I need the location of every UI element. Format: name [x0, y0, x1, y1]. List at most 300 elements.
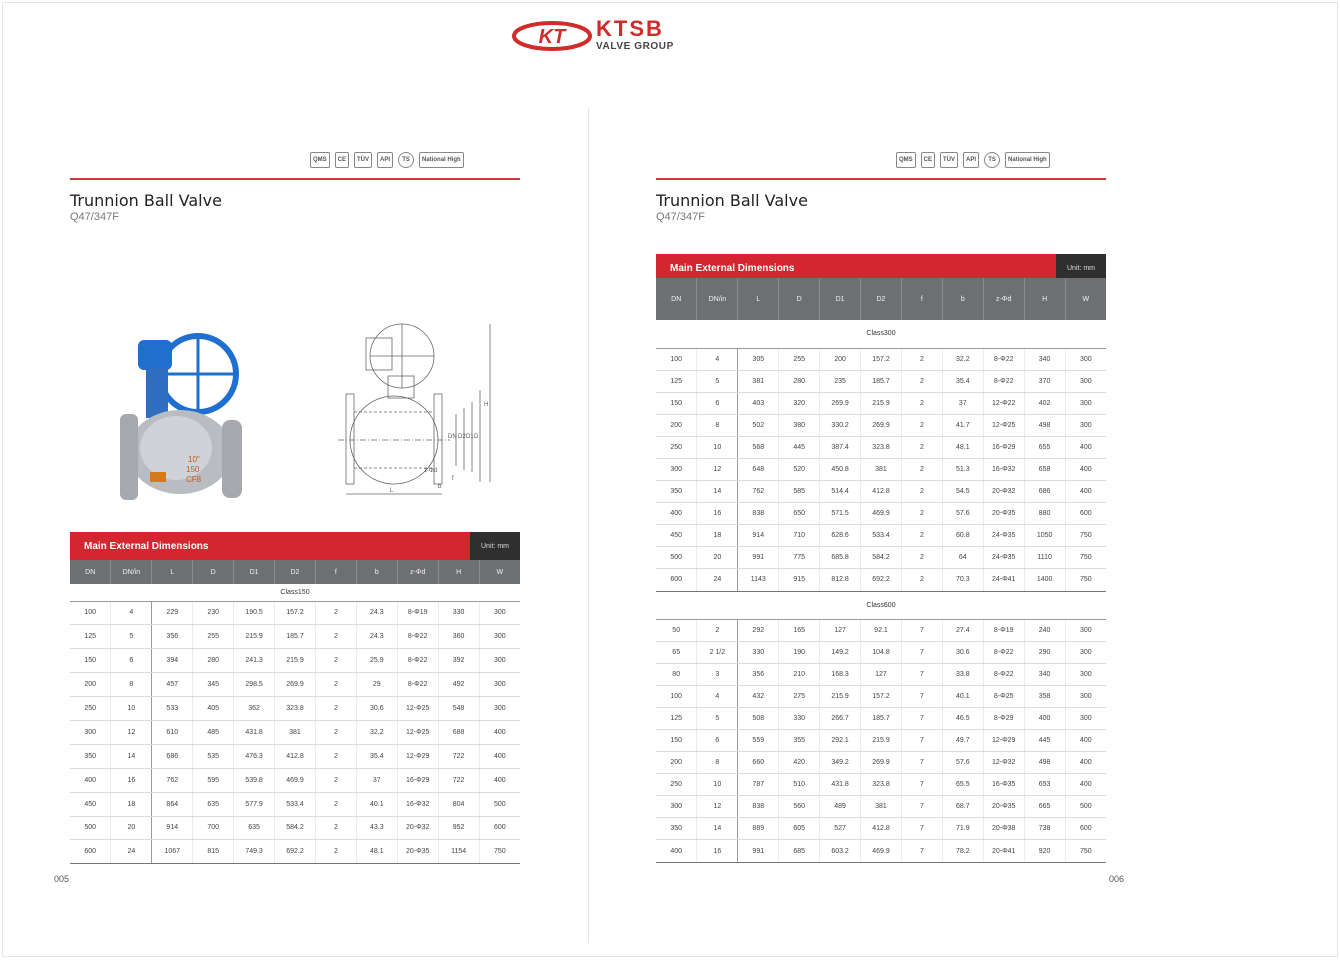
table-cell: 653	[1024, 774, 1065, 796]
table-cell: 400	[479, 744, 520, 768]
table-cell: 445	[1024, 730, 1065, 752]
certification-logos	[896, 148, 1050, 172]
table-cell: 510	[779, 774, 820, 796]
table-cell: 750	[1065, 525, 1106, 547]
table-cell: 400	[1065, 436, 1106, 458]
dimensions-table	[70, 560, 520, 864]
table-cell: 520	[779, 458, 820, 480]
table-cell: 370	[1024, 370, 1065, 392]
ktsb-logo-icon	[512, 14, 592, 58]
table-cell: 7	[901, 774, 942, 796]
valve-size-marking: 10"	[188, 455, 200, 464]
column-header: f	[315, 560, 356, 584]
table-cell: 8-Φ29	[983, 707, 1024, 729]
table-cell: 340	[1024, 348, 1065, 370]
table-cell: 7	[901, 796, 942, 818]
table-cell: 24-Φ41	[983, 569, 1024, 591]
table-cell: 750	[1065, 840, 1106, 862]
table-cell: 585	[779, 481, 820, 503]
table-cell: 595	[193, 768, 234, 792]
table-cell: 230	[193, 601, 234, 625]
table-cell: 269.9	[820, 392, 861, 414]
table-cell: 8-Φ22	[397, 625, 438, 649]
table-cell: 14	[111, 744, 152, 768]
table-cell: 51.3	[942, 458, 983, 480]
table-cell: 235	[820, 370, 861, 392]
table-cell: 688	[438, 720, 479, 744]
table-row	[656, 685, 1106, 707]
table-cell: 381	[738, 370, 779, 392]
table-cell: 889	[738, 818, 779, 840]
table-cell: 200	[820, 348, 861, 370]
table-cell: 431.8	[234, 720, 275, 744]
table-cell: 815	[193, 840, 234, 864]
table-row	[70, 601, 520, 625]
table-cell: 3	[697, 663, 738, 685]
table-cell: 2	[901, 392, 942, 414]
table-cell: 2	[901, 547, 942, 569]
table-cell: 738	[1024, 818, 1065, 840]
table-cell: 2	[901, 569, 942, 591]
table-cell: 300	[656, 458, 697, 480]
table-row	[656, 619, 1106, 641]
table-cell: 215.9	[861, 392, 902, 414]
table-cell: 787	[738, 774, 779, 796]
pressure-class-row	[656, 320, 1106, 348]
table-cell: 8-Φ19	[983, 619, 1024, 641]
table-cell: 387.4	[820, 436, 861, 458]
table-cell: 24.3	[356, 625, 397, 649]
table-cell: 8-Φ19	[397, 601, 438, 625]
certification-logos	[310, 148, 464, 172]
tuv-cert-icon: TÜV	[940, 152, 958, 168]
table-cell: 469.9	[861, 503, 902, 525]
table-cell: 533.4	[275, 792, 316, 816]
table-cell: 215.9	[820, 685, 861, 707]
table-cell: 560	[779, 796, 820, 818]
table-cell: 80	[656, 663, 697, 685]
table-cell: 298.5	[234, 673, 275, 697]
table-cell: 400	[1024, 707, 1065, 729]
table-cell: 492	[438, 673, 479, 697]
table-cell: 5	[111, 625, 152, 649]
table-cell: 20-Φ38	[983, 818, 1024, 840]
table-cell: 559	[738, 730, 779, 752]
table-cell: 610	[152, 720, 193, 744]
table-cell: 502	[738, 414, 779, 436]
table-cell: 1400	[1024, 569, 1065, 591]
table-cell: 16-Φ29	[397, 768, 438, 792]
table-cell: 403	[738, 392, 779, 414]
table-cell: 920	[1024, 840, 1065, 862]
table-cell: 255	[779, 348, 820, 370]
table-cell: 692.2	[861, 569, 902, 591]
table-cell: 355	[779, 730, 820, 752]
table-cell: 8-Φ25	[983, 685, 1024, 707]
table-row	[70, 840, 520, 864]
table-cell: 1154	[438, 840, 479, 864]
table-row	[70, 720, 520, 744]
table-cell: 500	[479, 792, 520, 816]
table-cell: 400	[1065, 458, 1106, 480]
table-row	[656, 348, 1106, 370]
ce-cert-icon: CE	[921, 152, 935, 168]
table-cell: 4	[697, 685, 738, 707]
table-cell: 8-Φ22	[983, 348, 1024, 370]
table-cell: 350	[70, 744, 111, 768]
table-cell: 168.3	[820, 663, 861, 685]
table-cell: 2	[901, 370, 942, 392]
table-cell: 571.5	[820, 503, 861, 525]
column-header: D1	[820, 278, 861, 320]
table-cell: 402	[1024, 392, 1065, 414]
table-cell: 400	[479, 720, 520, 744]
table-cell: 577.9	[234, 792, 275, 816]
table-cell: 12	[697, 796, 738, 818]
column-header: b	[356, 560, 397, 584]
table-cell: 812.8	[820, 569, 861, 591]
api-cert-icon: API	[963, 152, 979, 168]
table-cell: 48.1	[942, 436, 983, 458]
column-header: f	[901, 278, 942, 320]
table-cell: 500	[656, 547, 697, 569]
table-cell: 300	[479, 625, 520, 649]
table-cell: 2	[315, 816, 356, 840]
table-heading: Main External Dimensions	[70, 532, 470, 560]
column-header: DN	[656, 278, 697, 320]
column-header: D1	[234, 560, 275, 584]
dim-label-l: L	[390, 488, 394, 494]
column-header: b	[942, 278, 983, 320]
table-cell: 290	[1024, 641, 1065, 663]
ce-cert-icon: CE	[335, 152, 349, 168]
page-divider	[588, 108, 589, 943]
table-cell: 100	[70, 601, 111, 625]
table-cell: 323.8	[861, 436, 902, 458]
table-cell: 16-Φ29	[983, 436, 1024, 458]
table-cell: 381	[275, 720, 316, 744]
table-cell: 18	[697, 525, 738, 547]
table-cell: 445	[779, 436, 820, 458]
table-row	[70, 768, 520, 792]
table-cell: 420	[779, 752, 820, 774]
qms-cert-icon: QMS	[310, 152, 330, 168]
dim-label-h: H	[484, 402, 489, 408]
table-cell: 568	[738, 436, 779, 458]
table-cell: 2	[901, 414, 942, 436]
table-cell: 710	[779, 525, 820, 547]
table-cell: 165	[779, 619, 820, 641]
brand-name: KTSB	[596, 16, 664, 41]
page-title: Trunnion Ball Valve	[70, 191, 222, 210]
table-cell: 41.7	[942, 414, 983, 436]
table-cell: 450	[656, 525, 697, 547]
table-cell: 7	[901, 840, 942, 862]
table-cell: 489	[820, 796, 861, 818]
table-cell: 300	[1065, 707, 1106, 729]
national-high-tech-icon: National High	[1005, 152, 1050, 168]
pressure-class-row	[70, 584, 520, 601]
table-cell: 655	[1024, 436, 1065, 458]
table-row	[70, 744, 520, 768]
table-cell: 240	[1024, 619, 1065, 641]
table-cell: 7	[901, 663, 942, 685]
table-cell: 360	[438, 625, 479, 649]
table-cell: 104.8	[861, 641, 902, 663]
table-cell: 2	[901, 458, 942, 480]
table-cell: 12-Φ22	[983, 392, 1024, 414]
table-cell: 92.1	[861, 619, 902, 641]
table-cell: 300	[479, 697, 520, 721]
column-header: DN	[70, 560, 111, 584]
table-cell: 14	[697, 818, 738, 840]
table-cell: 722	[438, 768, 479, 792]
table-cell: 7	[901, 730, 942, 752]
table-cell: 269.9	[861, 752, 902, 774]
table-cell: 914	[152, 816, 193, 840]
table-cell: 210	[779, 663, 820, 685]
dim-label-zphid: z-Φd	[424, 468, 438, 474]
table-cell: 200	[656, 752, 697, 774]
column-header: D2	[861, 278, 902, 320]
table-cell: 2	[901, 481, 942, 503]
header-rule	[70, 178, 520, 180]
table-cell: 686	[152, 744, 193, 768]
table-cell: 269.9	[861, 414, 902, 436]
table-cell: 2	[901, 348, 942, 370]
table-cell: 686	[1024, 481, 1065, 503]
table-cell: 35.4	[356, 744, 397, 768]
table-cell: 10	[111, 697, 152, 721]
table-cell: 250	[656, 774, 697, 796]
table-cell: 2	[315, 744, 356, 768]
table-cell: 323.8	[275, 697, 316, 721]
table-cell: 6	[111, 649, 152, 673]
table-cell: 292.1	[820, 730, 861, 752]
table-cell: 548	[438, 697, 479, 721]
table-cell: 991	[738, 840, 779, 862]
table-cell: 605	[779, 818, 820, 840]
table-cell: 476.3	[234, 744, 275, 768]
table-cell: 43.3	[356, 816, 397, 840]
table-cell: 508	[738, 707, 779, 729]
table-cell: 485	[193, 720, 234, 744]
table-cell: 804	[438, 792, 479, 816]
table-cell: 7	[901, 685, 942, 707]
table-cell: 952	[438, 816, 479, 840]
table-cell: 40.1	[942, 685, 983, 707]
dimensions-table	[656, 278, 1106, 863]
table-cell: 400	[479, 768, 520, 792]
table-cell: 24-Φ35	[983, 547, 1024, 569]
column-header: D	[193, 560, 234, 584]
table-row	[656, 663, 1106, 685]
table-cell: 635	[234, 816, 275, 840]
table-row	[656, 569, 1106, 591]
table-cell: 400	[1065, 752, 1106, 774]
table-cell: 12-Φ25	[397, 697, 438, 721]
table-cell: 275	[779, 685, 820, 707]
table-cell: 10	[697, 436, 738, 458]
table-cell: 469.9	[275, 768, 316, 792]
table-cell: 27.4	[942, 619, 983, 641]
table-cell: 215.9	[234, 625, 275, 649]
table-cell: 665	[1024, 796, 1065, 818]
table-cell: 498	[1024, 752, 1065, 774]
table-cell: 394	[152, 649, 193, 673]
dim-label-dn: DN	[448, 434, 457, 440]
table-cell: 32.2	[356, 720, 397, 744]
column-header: W	[1065, 278, 1106, 320]
table-cell: 457	[152, 673, 193, 697]
table-cell: 6	[697, 730, 738, 752]
table-cell: 48.1	[356, 840, 397, 864]
valve-technical-drawing	[334, 322, 494, 502]
table-cell: 12-Φ25	[983, 414, 1024, 436]
table-cell: 600	[656, 569, 697, 591]
table-cell: 20-Φ41	[983, 840, 1024, 862]
table-cell: 5	[697, 370, 738, 392]
column-header: L	[738, 278, 779, 320]
table-cell: 35.4	[942, 370, 983, 392]
column-header: H	[1024, 278, 1065, 320]
table-cell: 400	[1065, 481, 1106, 503]
table-cell: 635	[193, 792, 234, 816]
table-cell: 7	[901, 619, 942, 641]
table-cell: 584.2	[861, 547, 902, 569]
table-cell: 280	[193, 649, 234, 673]
table-cell: 185.7	[861, 707, 902, 729]
table-cell: 8-Φ22	[983, 370, 1024, 392]
table-cell: 345	[193, 673, 234, 697]
ts-cert-icon: TS	[984, 152, 1000, 168]
table-cell: 46.5	[942, 707, 983, 729]
table-cell: 2 1/2	[697, 641, 738, 663]
table-cell: 6	[697, 392, 738, 414]
table-cell: 775	[779, 547, 820, 569]
column-header: DN/in	[111, 560, 152, 584]
column-header: DN/in	[697, 278, 738, 320]
dim-label-f: f	[452, 476, 454, 482]
table-cell: 12-Φ25	[397, 720, 438, 744]
table-cell: 127	[861, 663, 902, 685]
table-cell: 330.2	[820, 414, 861, 436]
table-cell: 762	[152, 768, 193, 792]
table-cell: 533	[152, 697, 193, 721]
table-cell: 71.9	[942, 818, 983, 840]
ts-cert-icon: TS	[398, 152, 414, 168]
table-row	[656, 774, 1106, 796]
table-cell: 280	[779, 370, 820, 392]
table-row	[656, 503, 1106, 525]
column-header: z-Φd	[983, 278, 1024, 320]
table-row	[656, 641, 1106, 663]
table-cell: 300	[1065, 370, 1106, 392]
table-cell: 431.8	[820, 774, 861, 796]
table-cell: 57.6	[942, 503, 983, 525]
table-cell: 1143	[738, 569, 779, 591]
table-cell: 2	[315, 601, 356, 625]
table-cell: 381	[861, 796, 902, 818]
table-cell: 149.2	[820, 641, 861, 663]
model-number: Q47/347F	[70, 211, 119, 223]
table-cell: 539.8	[234, 768, 275, 792]
table-row	[70, 673, 520, 697]
table-cell: 25.9	[356, 649, 397, 673]
table-cell: 127	[820, 619, 861, 641]
table-cell: 7	[901, 707, 942, 729]
table-cell: 4	[111, 601, 152, 625]
table-cell: 750	[1065, 547, 1106, 569]
table-cell: 60.8	[942, 525, 983, 547]
table-cell: 250	[656, 436, 697, 458]
table-cell: 24-Φ35	[983, 525, 1024, 547]
table-cell: 8-Φ22	[397, 649, 438, 673]
table-cell: 190.5	[234, 601, 275, 625]
tuv-cert-icon: TÜV	[354, 152, 372, 168]
table-cell: 914	[738, 525, 779, 547]
table-cell: 266.7	[820, 707, 861, 729]
table-cell: 2	[315, 697, 356, 721]
table-row	[656, 796, 1106, 818]
table-cell: 70.3	[942, 569, 983, 591]
table-cell: 30.6	[942, 641, 983, 663]
table-cell: 68.7	[942, 796, 983, 818]
table-cell: 255	[193, 625, 234, 649]
column-header: L	[152, 560, 193, 584]
table-cell: 12-Φ29	[983, 730, 1024, 752]
table-cell: 300	[1065, 663, 1106, 685]
table-cell: 915	[779, 569, 820, 591]
table-cell: 412.8	[861, 818, 902, 840]
table-cell: 356	[152, 625, 193, 649]
table-cell: 16-Φ32	[983, 458, 1024, 480]
table-cell: 2	[901, 503, 942, 525]
table-cell: 37	[356, 768, 397, 792]
page-number: 006	[1109, 874, 1125, 884]
table-cell: 157.2	[861, 685, 902, 707]
pressure-class-label: Class300	[656, 320, 1106, 348]
table-cell: 125	[70, 625, 111, 649]
table-cell: 24	[111, 840, 152, 864]
table-row	[70, 816, 520, 840]
table-cell: 12-Φ29	[397, 744, 438, 768]
table-cell: 8	[697, 414, 738, 436]
table-cell: 300	[1065, 685, 1106, 707]
table-cell: 16	[697, 840, 738, 862]
table-row	[70, 625, 520, 649]
table-row	[656, 481, 1106, 503]
table-cell: 412.8	[275, 744, 316, 768]
table-cell: 300	[656, 796, 697, 818]
table-cell: 330	[779, 707, 820, 729]
table-cell: 20-Φ32	[397, 816, 438, 840]
table-cell: 991	[738, 547, 779, 569]
table-cell: 380	[779, 414, 820, 436]
unit-label: Unit: mm	[470, 532, 520, 560]
table-cell: 350	[656, 481, 697, 503]
page-number: 005	[54, 874, 70, 884]
table-cell: 358	[1024, 685, 1065, 707]
table-cell: 400	[1065, 730, 1106, 752]
table-cell: 20-Φ35	[983, 796, 1024, 818]
table-cell: 300	[479, 673, 520, 697]
table-cell: 2	[697, 619, 738, 641]
table-cell: 692.2	[275, 840, 316, 864]
table-cell: 229	[152, 601, 193, 625]
table-cell: 292	[738, 619, 779, 641]
column-header: H	[438, 560, 479, 584]
